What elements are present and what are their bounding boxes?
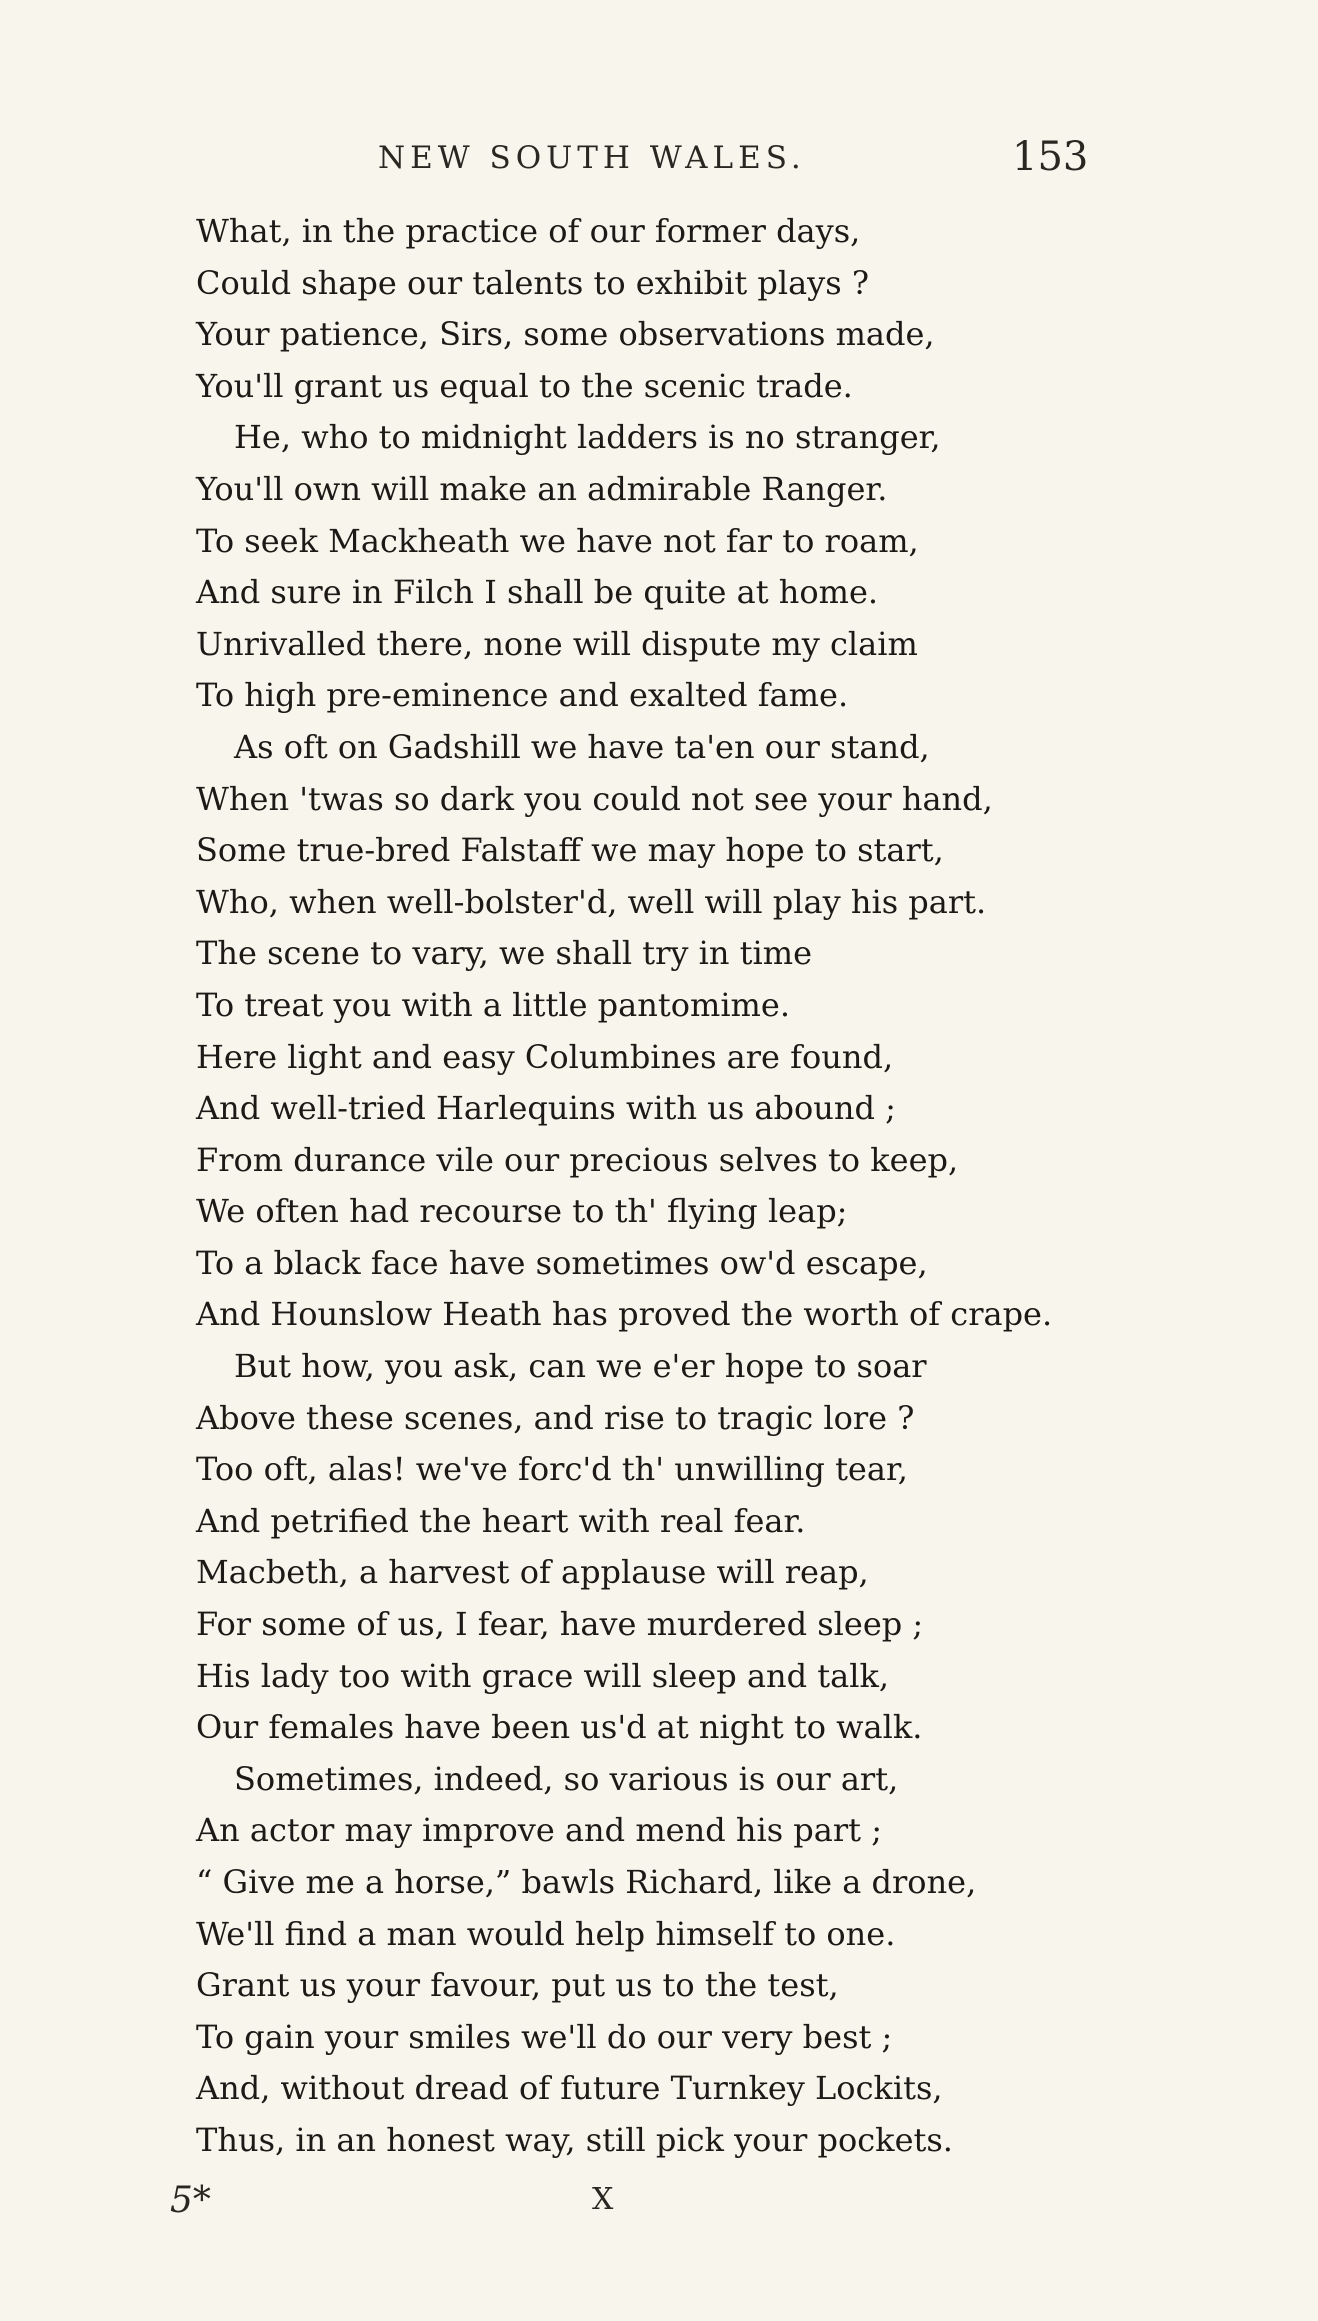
- poem-line: And Hounslow Heath has proved the worth of crape.: [196, 1295, 1053, 1334]
- poem-line: And sure in Filch I shall be quite at home.: [196, 573, 879, 612]
- poem-line: To treat you with a little pantomime.: [196, 985, 790, 1024]
- poem-line: We often had recourse to th' flying leap;: [196, 1192, 848, 1231]
- poem-line: To gain your smiles we'll do our very best ;: [196, 2017, 893, 2056]
- poem-line: Unrivalled there, none will dispute my claim: [196, 624, 918, 663]
- signature-mark: 5*: [170, 2180, 211, 2221]
- poem-line: You'll grant us equal to the scenic trade.: [196, 366, 853, 405]
- poem-line: To high pre-eminence and exalted fame.: [196, 676, 849, 715]
- poem-line: Above these scenes, and rise to tragic lore ?: [196, 1398, 915, 1437]
- poem-line: When 'twas so dark you could not see your hand,: [196, 779, 993, 818]
- poem-line: You'll own will make an admirable Ranger.: [196, 469, 888, 508]
- poem-line: We'll find a man would help himself to one.: [196, 1914, 896, 1953]
- poem-line: Some true-bred Falstaff we may hope to start,: [196, 831, 944, 870]
- poem-line: For some of us, I fear, have murdered sleep ;: [196, 1605, 924, 1644]
- poem-line: Thus, in an honest way, still pick your pockets.: [196, 2120, 953, 2159]
- poem-line: Here light and easy Columbines are found,: [196, 1037, 894, 1076]
- poem-line: What, in the practice of our former days,: [196, 212, 861, 250]
- poem-line: Your patience, Sirs, some observations made,: [196, 315, 935, 354]
- poem-line: An actor may improve and mend his part ;: [196, 1811, 882, 1850]
- poem-line: His lady too with grace will sleep and talk,: [196, 1656, 890, 1695]
- poem-line: The scene to vary, we shall try in time: [196, 934, 813, 973]
- catchword: X: [592, 2182, 614, 2217]
- poem-line: Could shape our talents to exhibit plays ?: [196, 263, 869, 302]
- poem-line: “ Give me a horse,” bawls Richard, like a drone,: [196, 1863, 977, 1901]
- poem-line: Sometimes, indeed, so various is our art,: [234, 1759, 899, 1798]
- poem-body: [196, 206, 1196, 2167]
- poem-line: And petrified the heart with real fear.: [196, 1501, 806, 1540]
- poem-line: As oft on Gadshill we have ta'en our stand,: [234, 727, 930, 766]
- poem-line: Macbeth, a harvest of applause will reap,: [196, 1553, 869, 1592]
- poem-line: To seek Mackheath we have not far to roam,: [196, 521, 919, 560]
- poem-line: Too oft, alas! we've forc'd th' unwilling tear,: [196, 1450, 908, 1489]
- poem-line: From durance vile our precious selves to keep,: [196, 1140, 959, 1179]
- running-head: NEW SOUTH WALES.: [378, 140, 806, 176]
- page-number: 153: [1012, 134, 1089, 180]
- poem-line: To a black face have sometimes ow'd escape,: [196, 1243, 928, 1282]
- poem-line: And well-tried Harlequins with us abound ;: [196, 1089, 896, 1128]
- poem-line: Grant us your favour, put us to the test,: [196, 1966, 839, 2005]
- poem-line: Our females have been us'd at night to walk.: [196, 1708, 923, 1747]
- poem-line: Who, when well-bolster'd, well will play his part.: [196, 882, 987, 921]
- poem-line: He, who to midnight ladders is no stranger,: [234, 418, 941, 457]
- poem-line: But how, you ask, can we e'er hope to soar: [234, 1347, 927, 1386]
- poem-line: And, without dread of future Turnkey Lockits,: [196, 2069, 943, 2108]
